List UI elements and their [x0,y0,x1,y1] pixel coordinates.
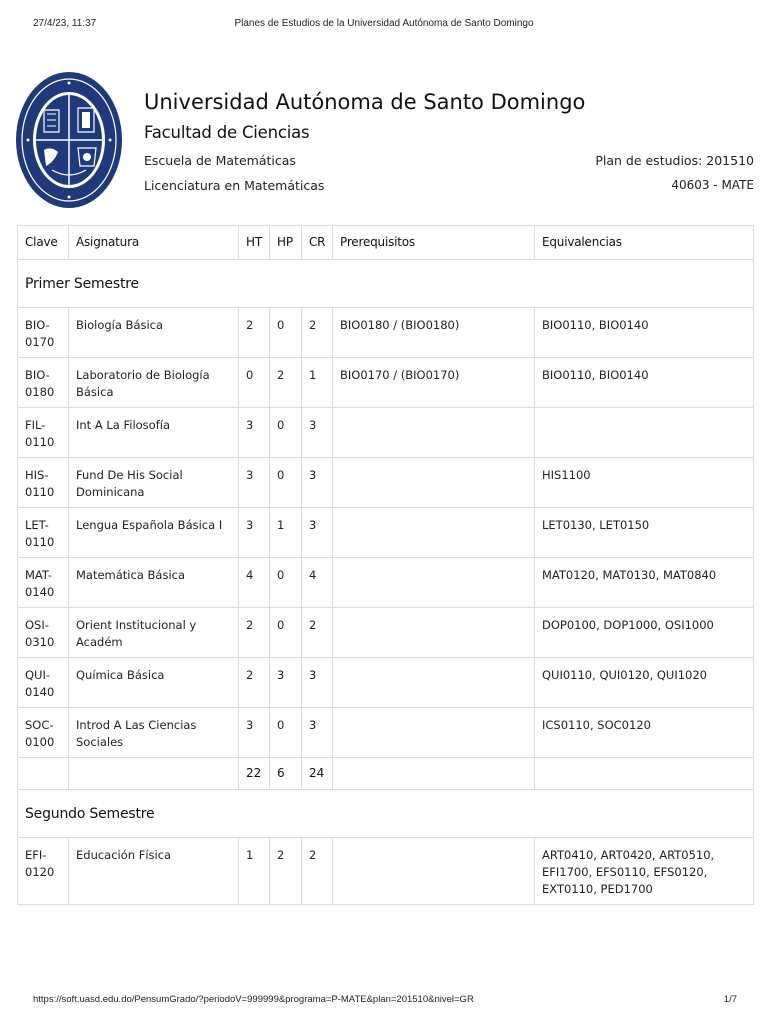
course-code: QUI-0140 [18,658,69,708]
table-row [18,608,754,658]
course-code: HIS-0110 [18,458,69,508]
table-row [18,558,754,608]
course-equiv: ICS0110, SOC0120 [535,708,754,758]
course-code: BIO-0180 [18,358,69,408]
course-hp: 3 [270,658,302,708]
totals-empty-cell [69,758,239,790]
total-cr: 24 [302,758,333,790]
course-cr: 4 [302,558,333,608]
column-header-clave: Clave [18,226,69,260]
course-ht: 4 [239,558,270,608]
course-equiv: BIO0110, BIO0140 [535,358,754,408]
course-hp: 2 [270,838,302,905]
column-header-equivalencias: Equivalencias [535,226,754,260]
print-page-title: Planes de Estudios de la Universidad Autónoma de Santo Domingo [234,18,534,29]
course-name: Química Básica [69,658,239,708]
course-cr: 3 [302,508,333,558]
course-hp: 0 [270,408,302,458]
course-cr: 2 [302,608,333,658]
course-prereq [333,708,535,758]
course-equiv: QUI0110, QUI0120, QUI1020 [535,658,754,708]
course-equiv: MAT0120, MAT0130, MAT0840 [535,558,754,608]
total-ht: 22 [239,758,270,790]
course-cr: 3 [302,458,333,508]
course-cr: 3 [302,708,333,758]
course-name: Matemática Básica [69,558,239,608]
course-prereq [333,838,535,905]
program-code: 40603 - MATE [671,178,754,192]
university-name: Universidad Autónoma de Santo Domingo [144,90,586,114]
course-cr: 3 [302,408,333,458]
course-prereq [333,508,535,558]
page-url: https://soft.uasd.edu.do/PensumGrado/?periodoV=999999&programa=P-MATE&plan=201510&nivel=GR [33,994,474,1005]
course-hp: 0 [270,708,302,758]
semester-title: Segundo Semestre [18,790,754,838]
course-code: OSI-0310 [18,608,69,658]
totals-empty-cell [535,758,754,790]
course-name: Biología Básica [69,308,239,358]
course-ht: 3 [239,708,270,758]
course-equiv: HIS1100 [535,458,754,508]
course-hp: 1 [270,508,302,558]
column-header-ht: HT [239,226,270,260]
column-header-asignatura: Asignatura [69,226,239,260]
column-header-hp: HP [270,226,302,260]
course-cr: 1 [302,358,333,408]
course-ht: 3 [239,508,270,558]
print-footer [0,994,768,1008]
course-prereq [333,558,535,608]
curriculum-table [17,225,754,905]
table-row [18,508,754,558]
study-plan: Plan de estudios: 201510 [595,153,754,168]
semester-title: Primer Semestre [18,260,754,308]
course-ht: 0 [239,358,270,408]
table-header-row [18,226,754,260]
table-row [18,838,754,905]
course-hp: 0 [270,608,302,658]
course-hp: 0 [270,308,302,358]
course-name: Laboratorio de Biología Básica [69,358,239,408]
print-header [0,18,768,32]
course-ht: 3 [239,458,270,508]
course-name: Int A La Filosofía [69,408,239,458]
course-code: EFI-0120 [18,838,69,905]
course-prereq [333,408,535,458]
totals-empty-cell [333,758,535,790]
course-code: SOC-0100 [18,708,69,758]
degree-name: Licenciatura en Matemáticas [144,178,325,193]
course-cr: 3 [302,658,333,708]
course-name: Lengua Española Básica I [69,508,239,558]
course-hp: 2 [270,358,302,408]
course-prereq: BIO0170 / (BIO0170) [333,358,535,408]
course-name: Educación Física [69,838,239,905]
course-ht: 2 [239,658,270,708]
total-hp: 6 [270,758,302,790]
table-row [18,658,754,708]
table-row [18,408,754,458]
column-header-prerequisitos: Prerequisitos [333,226,535,260]
course-name: Orient Institucional y Académ [69,608,239,658]
course-prereq [333,658,535,708]
course-code: BIO-0170 [18,308,69,358]
course-equiv: LET0130, LET0150 [535,508,754,558]
course-name: Introd A Las Ciencias Sociales [69,708,239,758]
course-hp: 0 [270,558,302,608]
course-prereq: BIO0180 / (BIO0180) [333,308,535,358]
faculty-name: Facultad de Ciencias [144,123,310,142]
course-cr: 2 [302,308,333,358]
course-equiv: DOP0100, DOP1000, OSI1000 [535,608,754,658]
semester-row [18,790,754,838]
course-ht: 2 [239,308,270,358]
course-cr: 2 [302,838,333,905]
course-prereq [333,458,535,508]
course-code: LET-0110 [18,508,69,558]
course-equiv: ART0410, ART0420, ART0510, EFI1700, EFS0110, EFS0120, EXT0110, PED1700 [535,838,754,905]
course-name: Fund De His Social Dominicana [69,458,239,508]
course-code: MAT-0140 [18,558,69,608]
totals-empty-cell [18,758,69,790]
table-row [18,358,754,408]
table-row [18,708,754,758]
semester-row [18,260,754,308]
university-seal-logo [14,70,124,210]
course-ht: 1 [239,838,270,905]
course-ht: 3 [239,408,270,458]
table-row [18,458,754,508]
column-header-cr: CR [302,226,333,260]
seal-icon [14,70,124,210]
course-ht: 2 [239,608,270,658]
course-equiv: BIO0110, BIO0140 [535,308,754,358]
table-row [18,308,754,358]
course-equiv [535,408,754,458]
totals-row [18,758,754,790]
print-date: 27/4/23, 11:37 [33,18,97,29]
course-prereq [333,608,535,658]
page-number: 1/7 [723,994,737,1005]
course-hp: 0 [270,458,302,508]
school-name: Escuela de Matemáticas [144,153,296,168]
course-code: FIL-0110 [18,408,69,458]
